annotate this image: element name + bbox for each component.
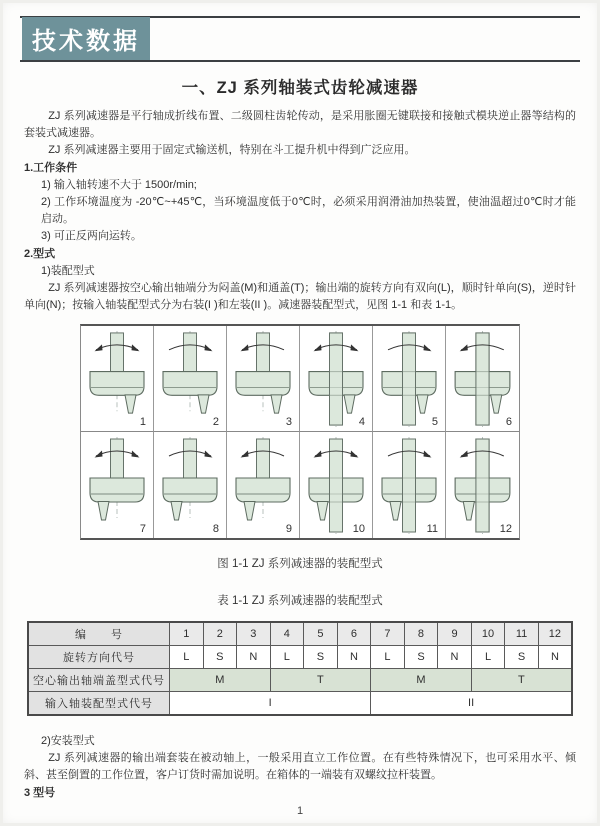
install-type-description: ZJ 系列减速器的输出端套装在被动轴上，一般采用直立工作位置。在有些特殊情况下，也可采用水平、倾斜、甚至倒置的工作位置，客户订货时需加说明。在箱体的一端装有双螺纹拉杆装置。 xyxy=(24,752,576,781)
rotation-code-cell: S xyxy=(203,646,237,669)
cw-arrow-icon xyxy=(205,451,213,458)
figure-cell-number: 7 xyxy=(139,523,146,535)
row-label-rotation: 旋转方向代号 xyxy=(28,646,170,669)
ccw-arrow-icon xyxy=(95,451,103,458)
figure-cell-11 xyxy=(373,432,446,538)
header-rule-bottom xyxy=(20,60,580,62)
table-row xyxy=(28,692,572,716)
number-cell: 12 xyxy=(538,622,572,646)
work-condition-item-3: 3) 可正反两向运转。 xyxy=(41,230,142,242)
input-code-cell: I xyxy=(170,692,371,716)
type-section-heading: 2.型式 xyxy=(24,248,56,260)
rotation-code-cell: L xyxy=(270,646,304,669)
figure-grid xyxy=(80,324,520,540)
figure-cell-9 xyxy=(227,432,300,538)
rotation-code-cell: L xyxy=(471,646,505,669)
assembly-type-subheading: 1)装配型式 xyxy=(41,265,95,277)
install-type-subheading: 2)安装型式 xyxy=(41,735,95,747)
cover-code-cell: T xyxy=(270,669,371,692)
cw-arrow-icon xyxy=(132,344,140,351)
number-cell: 9 xyxy=(438,622,472,646)
figure-cell-10 xyxy=(300,432,373,538)
intro-paragraph-2: ZJ 系列减速器主要用于固定式输送机，特别在斗工提升机中得到广泛应用。 xyxy=(48,144,416,156)
ccw-arrow-icon xyxy=(314,344,322,351)
figure-cell-number: 12 xyxy=(499,523,512,535)
page-content xyxy=(24,66,576,802)
figure-caption: 图 1-1 ZJ 系列减速器的装配型式 xyxy=(217,558,383,570)
figure-cell-3 xyxy=(227,326,300,432)
cw-arrow-icon xyxy=(424,451,432,458)
cover-code-cell: T xyxy=(471,669,572,692)
rotation-code-cell: S xyxy=(505,646,539,669)
figure-cell-number: 10 xyxy=(352,523,365,535)
model-section-heading: 3 型号 xyxy=(24,787,56,799)
cw-arrow-icon xyxy=(351,451,359,458)
figure-cell-12 xyxy=(446,432,519,538)
figure-cell-number: 2 xyxy=(212,416,219,428)
cw-arrow-icon xyxy=(351,344,359,351)
figure-cell-8 xyxy=(154,432,227,538)
number-cell: 11 xyxy=(505,622,539,646)
table-row xyxy=(28,669,572,692)
number-cell: 1 xyxy=(170,622,204,646)
figure-cell-number: 4 xyxy=(358,416,365,428)
figure-cell-2 xyxy=(154,326,227,432)
rotation-code-cell: N xyxy=(337,646,371,669)
table-row xyxy=(28,622,572,646)
row-label-number: 编 号 xyxy=(28,622,170,646)
input-code-cell: II xyxy=(371,692,572,716)
cover-code-cell: M xyxy=(170,669,271,692)
figure-cell-number: 3 xyxy=(285,416,292,428)
assembly-type-description: ZJ 系列减速器按空心输出轴端分为闷盖(M)和通盖(T)；输出端的旋转方向有双向(L)，顺时针单向(S)，逆时针单向(N)；按输入轴装配型式分为右装(I )和左装(II )。减速器装配型式，见图 1-1 和表 1-1。 xyxy=(24,282,576,311)
rotation-code-cell: N xyxy=(237,646,271,669)
number-cell: 10 xyxy=(471,622,505,646)
work-condition-item-1: 1) 输入轴转速不大于 1500r/min; xyxy=(41,179,197,191)
number-cell: 2 xyxy=(203,622,237,646)
section-title: 一、ZJ 系列轴装式齿轮减速器 xyxy=(181,79,419,97)
figure-cell-number: 1 xyxy=(139,416,146,428)
number-cell: 5 xyxy=(304,622,338,646)
figure-cell-5 xyxy=(373,326,446,432)
figure-cell-number: 9 xyxy=(285,523,292,535)
ccw-arrow-icon xyxy=(241,451,249,458)
ccw-arrow-icon xyxy=(460,344,468,351)
figure-cell-6 xyxy=(446,326,519,432)
rotation-code-cell: N xyxy=(438,646,472,669)
figure-cell-1 xyxy=(81,326,154,432)
figure-cell-number: 6 xyxy=(505,416,512,428)
figure-cell-number: 11 xyxy=(426,523,438,535)
page-number: 1 xyxy=(296,805,304,817)
rotation-code-cell: S xyxy=(404,646,438,669)
figure-cell-number: 8 xyxy=(212,523,219,535)
table-row xyxy=(28,646,572,669)
ccw-arrow-icon xyxy=(95,344,103,351)
figure-cell-number: 5 xyxy=(431,416,438,428)
number-cell: 4 xyxy=(270,622,304,646)
figure-cell-4 xyxy=(300,326,373,432)
ccw-arrow-icon xyxy=(241,344,249,351)
cw-arrow-icon xyxy=(424,344,432,351)
cover-code-cell: M xyxy=(371,669,472,692)
row-label-cover: 空心输出轴端盖型式代号 xyxy=(28,669,170,692)
number-cell: 7 xyxy=(371,622,405,646)
work-condition-item-2: 2) 工作环境温度为 -20℃~+45℃，当环境温度低于0℃时，必须采用润滑油加热装置，使油温超过0℃时才能启动。 xyxy=(41,196,576,225)
work-conditions-heading: 1.工作条件 xyxy=(24,162,78,174)
cw-arrow-icon xyxy=(205,344,213,351)
number-cell: 3 xyxy=(237,622,271,646)
intro-paragraph-1: ZJ 系列减速器是平行轴成折线布置、二级圆柱齿轮传动，是采用胀圈无键联接和接触式模块逆止器等结构的套装式减速器。 xyxy=(24,110,576,139)
table-caption: 表 1-1 ZJ 系列减速器的装配型式 xyxy=(217,595,383,607)
row-label-input: 输入轴装配型式代号 xyxy=(28,692,170,716)
page-header-banner xyxy=(22,17,150,60)
rotation-code-cell: L xyxy=(170,646,204,669)
ccw-arrow-icon xyxy=(314,451,322,458)
figure-cell-7 xyxy=(81,432,154,538)
number-cell: 6 xyxy=(337,622,371,646)
rotation-code-cell: L xyxy=(371,646,405,669)
page-header-title: 技术数据 xyxy=(32,28,140,55)
cw-arrow-icon xyxy=(132,451,140,458)
rotation-code-cell: N xyxy=(538,646,572,669)
ccw-arrow-icon xyxy=(460,451,468,458)
rotation-code-cell: S xyxy=(304,646,338,669)
assembly-table xyxy=(27,621,573,716)
number-cell: 8 xyxy=(404,622,438,646)
